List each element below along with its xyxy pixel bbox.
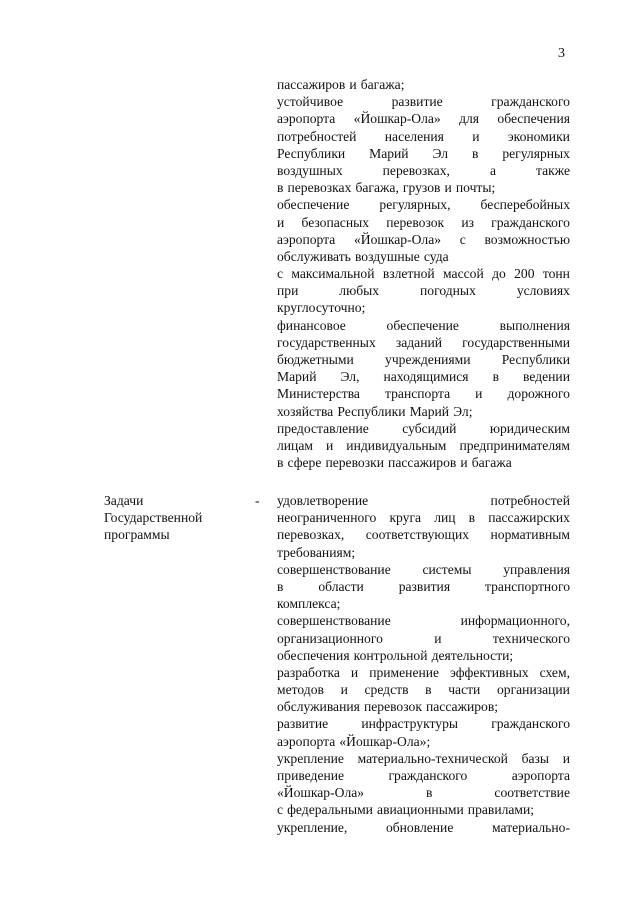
text-line: с федеральными авиационными правилами;	[277, 802, 535, 818]
text-line: требованиям;	[277, 544, 356, 560]
tasks-label-line: программы	[104, 527, 170, 543]
text-line: укрепление, обновление материально-	[277, 819, 570, 835]
text-line: развитие инфраструктуры гражданского	[277, 716, 570, 732]
tasks-label-line: Государственной	[104, 510, 203, 526]
tasks-list	[277, 492, 570, 836]
text-line: обслуживания перевозок пассажиров;	[277, 699, 499, 715]
text-line: круглосуточно;	[277, 300, 366, 316]
text-line: укрепление материально-технической базы и	[277, 750, 570, 766]
text-line: с максимальной взлетной массой до 200 тонн	[277, 266, 570, 282]
text-line: перевозках, соответствующих нормативным	[277, 527, 570, 543]
text-line: воздушных перевозках, а также	[277, 162, 570, 178]
text-line: совершенствование информационного,	[277, 613, 570, 629]
text-line: комплекса;	[277, 596, 341, 612]
text-line: разработка и применение эффективных схем,	[277, 664, 570, 680]
text-line: потребностей населения и экономики	[277, 128, 570, 144]
text-line: Министерства транспорта и дорожного	[277, 386, 570, 402]
text-line: и безопасных перевозок из гражданского	[277, 214, 570, 230]
text-line: совершенствование системы управления	[277, 561, 570, 577]
text-line: в сфере перевозки пассажиров и багажа	[277, 455, 512, 471]
text-line: лицам и индивидуальным предпринимателям	[277, 437, 570, 453]
label-dash: -	[255, 493, 260, 508]
text-line: обеспечения контрольной деятельности;	[277, 647, 514, 663]
text-line: Республики Марий Эл в регулярных	[277, 145, 570, 161]
text-line: обеспечение регулярных, бесперебойных	[277, 197, 570, 213]
text-line: в области развития транспортного	[277, 578, 570, 594]
text-line: приведение гражданского аэропорта	[277, 768, 570, 783]
text-line: бюджетными учреждениями Республики	[277, 352, 570, 367]
tasks-label-line: Задачи	[104, 493, 144, 508]
text-line: при любых погодных условиях	[277, 283, 570, 299]
goals-list	[277, 76, 570, 471]
text-line: пассажиров и багажа;	[277, 77, 405, 92]
text-line: предоставление субсидий юридическим	[277, 420, 570, 436]
text-line: финансовое обеспечение выполнения	[277, 317, 570, 333]
text-line: неограниченного круга лиц в пассажирских	[277, 510, 570, 526]
text-line: устойчивое развитие гражданского	[277, 94, 570, 110]
text-line: аэропорта «Йошкар-Ола» с возможностью	[277, 231, 570, 247]
text-line: Марий Эл, находящимися в ведении	[277, 369, 570, 385]
text-line: в перевозках багажа, грузов и почты;	[277, 180, 496, 196]
text-line: хозяйства Республики Марий Эл;	[277, 403, 473, 419]
text-line: удовлетворение потребностей	[277, 493, 570, 508]
text-line: методов и средств в части организации	[277, 682, 570, 698]
page-number: 3	[558, 46, 565, 61]
text-line: организационного и технического	[277, 630, 570, 646]
tasks-label	[104, 492, 202, 544]
text-line: аэропорта «Йошкар-Ола»;	[277, 733, 431, 749]
text-line: государственных заданий государственными	[277, 334, 570, 350]
text-line: аэропорта «Йошкар-Ола» для обеспечения	[277, 111, 570, 127]
text-line: «Йошкар-Ола» в соответствие	[277, 785, 570, 801]
text-line: обслуживать воздушные суда	[277, 248, 449, 264]
